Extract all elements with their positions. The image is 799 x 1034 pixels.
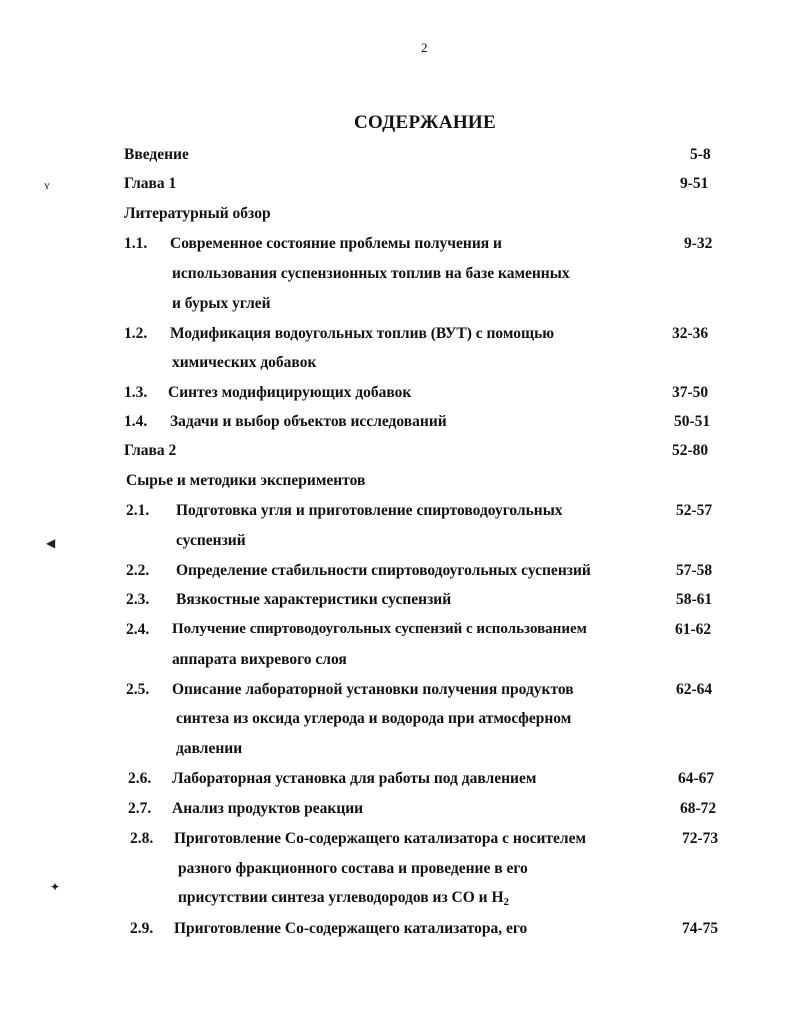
toc-entry-pages: 68-72 xyxy=(680,800,717,817)
toc-entry-pages: 9-32 xyxy=(684,235,713,252)
toc-entry-text: Модификация водоугольных топлив (ВУТ) с помощью xyxy=(170,325,555,342)
toc-entry-text-continuation: аппарата вихревого слоя xyxy=(172,651,347,668)
page-number: 2 xyxy=(421,40,428,55)
toc-entry-text: Введение xyxy=(124,146,189,163)
toc-entry-pages: 61-62 xyxy=(675,621,712,638)
toc-entry-pages: 32-36 xyxy=(672,325,709,342)
toc-entry-2-1-number: 2.1. xyxy=(126,502,150,519)
scan-speck-icon: ✦ xyxy=(50,880,61,894)
toc-entry-pages: 50-51 xyxy=(674,413,711,430)
toc-entry-pages: 74-75 xyxy=(682,920,719,937)
toc-entry-text: Глава 2 xyxy=(124,442,177,459)
toc-entry-text: Лабораторная установка для работы под давлением xyxy=(172,770,537,787)
toc-entry-text: Приготовление Со-содержащего катализатора с носителем xyxy=(174,830,587,847)
toc-entry-text-continuation: разного фракционного состава и проведение в его xyxy=(178,860,528,877)
toc-entry-2-2-number: 2.2. xyxy=(126,562,150,579)
scan-speck-icon: ʏ xyxy=(44,178,50,192)
toc-entry-text-continuation: использования суспензионных топлив на базе каменных xyxy=(172,265,570,282)
toc-entry-text: Приготовление Со-содержащего катализатора, его xyxy=(174,920,528,937)
toc-entry-text-continuation xyxy=(178,889,509,908)
toc-entry-pages: 5-8 xyxy=(690,146,711,163)
toc-entry-2-9-number: 2.9. xyxy=(130,920,154,937)
toc-entry-text: Глава 1 xyxy=(124,175,177,192)
toc-entry-pages: 64-67 xyxy=(678,770,715,787)
toc-entry-text: Современное состояние проблемы получения и xyxy=(170,235,502,252)
toc-entry-1-2-number: 1.2. xyxy=(124,325,148,342)
toc-entry-pages: 72-73 xyxy=(682,830,719,847)
toc-entry-2-7-number: 2.7. xyxy=(128,800,152,817)
toc-entry-text: присутствии синтеза углеводородов из СО и Н xyxy=(178,889,504,906)
toc-entry-text-continuation: синтеза из оксида углерода и водорода при атмосферном xyxy=(176,710,572,727)
scan-speck-icon: ◀ xyxy=(46,536,56,550)
toc-entry-text: Анализ продуктов реакции xyxy=(172,800,364,817)
toc-entry-text: Получение спиртоводоугольных суспензий с использованием xyxy=(172,621,587,637)
toc-entry-pages: 62-64 xyxy=(676,681,713,698)
toc-entry-text: Подготовка угля и приготовление спиртоводоугольных xyxy=(176,502,563,519)
toc-entry-text-continuation: и бурых углей xyxy=(172,295,271,312)
toc-entry-text-continuation: суспензий xyxy=(176,532,246,549)
toc-entry-pages: 58-61 xyxy=(676,591,713,608)
subscript-2: 2 xyxy=(503,896,510,908)
toc-entry-text: Определение стабильности спиртоводоугольных суспензий xyxy=(176,562,591,579)
toc-entry-1-1-number: 1.1. xyxy=(124,235,148,252)
toc-entry-text: Описание лабораторной установки получения продуктов xyxy=(172,681,574,698)
toc-entry-text: Сырье и методики экспериментов xyxy=(126,472,366,489)
toc-entry-1-3-number: 1.3. xyxy=(124,384,148,401)
toc-entry-2-6-number: 2.6. xyxy=(128,770,152,787)
toc-entry-2-5-number: 2.5. xyxy=(126,681,150,698)
toc-entry-text: Синтез модифицирующих добавок xyxy=(168,384,412,401)
toc-entry-text: Вязкостные характеристики суспензий xyxy=(176,591,452,608)
toc-entry-text-continuation: давлении xyxy=(176,740,243,757)
toc-chapter-1 xyxy=(124,175,176,193)
toc-entry-text: Задачи и выбор объектов исследований xyxy=(170,413,447,430)
toc-entry-2-8-number: 2.8. xyxy=(130,830,154,847)
toc-entry-text: Литературный обзор xyxy=(124,205,271,222)
toc-chapter-2 xyxy=(124,442,176,460)
toc-entry-pages: 52-80 xyxy=(672,442,709,459)
toc-entry-introduction xyxy=(124,146,189,164)
toc-entry-pages: 37-50 xyxy=(672,384,709,401)
toc-chapter-2-title xyxy=(126,472,365,490)
toc-chapter-1-title xyxy=(124,205,271,223)
toc-entry-1-4-number: 1.4. xyxy=(124,413,148,430)
toc-entry-text-continuation: химических добавок xyxy=(172,354,317,371)
toc-entry-pages: 9-51 xyxy=(680,175,709,192)
toc-entry-pages: 52-57 xyxy=(676,502,713,519)
toc-entry-2-3-number: 2.3. xyxy=(126,591,150,608)
toc-entry-2-4-number: 2.4. xyxy=(126,621,150,638)
toc-entry-pages: 57-58 xyxy=(676,562,713,579)
page-title: СОДЕРЖАНИЕ xyxy=(354,112,496,133)
